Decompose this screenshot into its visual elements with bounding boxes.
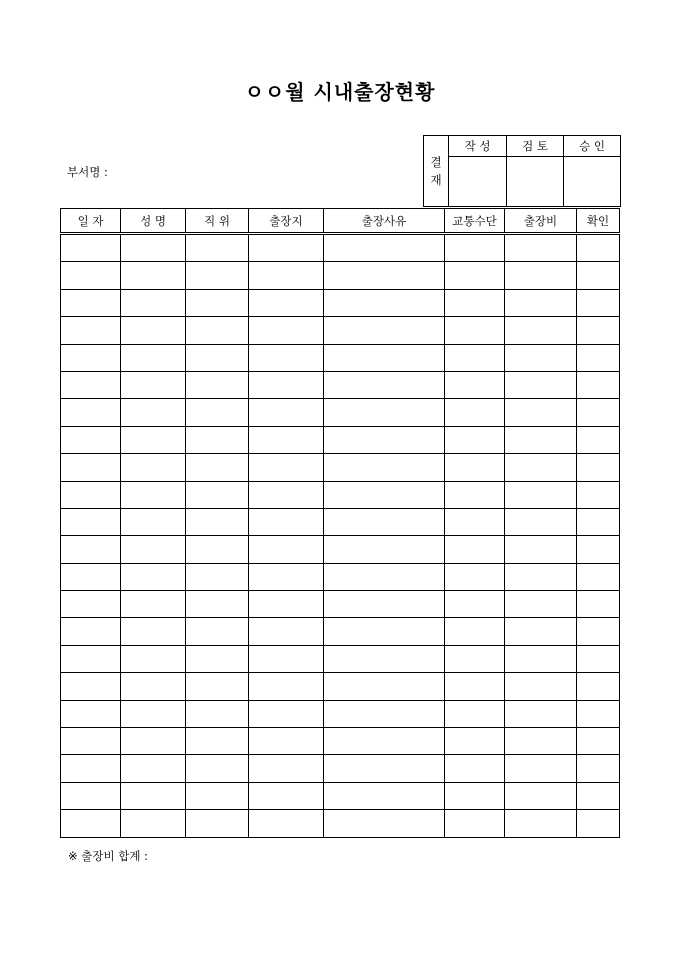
table-row xyxy=(61,563,620,590)
table-cell[interactable] xyxy=(324,782,445,809)
col-header-expense: 출장비 xyxy=(505,209,577,234)
table-cell[interactable] xyxy=(505,317,577,344)
table-cell[interactable] xyxy=(121,563,186,590)
table-cell[interactable] xyxy=(249,289,324,316)
table-cell[interactable] xyxy=(505,399,577,426)
table-cell[interactable] xyxy=(249,645,324,672)
table-cell[interactable] xyxy=(445,454,505,481)
table-cell[interactable] xyxy=(445,591,505,618)
table-cell[interactable] xyxy=(121,317,186,344)
table-cell[interactable] xyxy=(505,782,577,809)
table-cell[interactable] xyxy=(186,591,249,618)
table-cell[interactable] xyxy=(505,755,577,782)
table-cell[interactable] xyxy=(445,426,505,453)
table-cell[interactable] xyxy=(324,454,445,481)
col-header-purpose: 출장사유 xyxy=(324,209,445,234)
page-title: ㅇㅇ월 시내출장현황 xyxy=(244,80,436,104)
table-cell[interactable] xyxy=(249,618,324,645)
table-row xyxy=(61,536,620,563)
approval-head-review: 검 토 xyxy=(507,136,564,157)
table-cell[interactable] xyxy=(121,591,186,618)
table-cell[interactable] xyxy=(249,755,324,782)
table-cell[interactable] xyxy=(249,536,324,563)
table-cell[interactable] xyxy=(186,399,249,426)
table-cell[interactable] xyxy=(61,728,121,755)
table-cell[interactable] xyxy=(186,645,249,672)
table-cell[interactable] xyxy=(505,481,577,508)
table-cell[interactable] xyxy=(186,618,249,645)
table-cell[interactable] xyxy=(324,426,445,453)
table-row xyxy=(61,344,620,371)
table-cell[interactable] xyxy=(505,344,577,371)
table-cell[interactable] xyxy=(249,563,324,590)
table-cell[interactable] xyxy=(186,755,249,782)
table-row xyxy=(61,399,620,426)
approval-label-line1: 결 xyxy=(430,155,442,169)
table-cell[interactable] xyxy=(324,618,445,645)
table-cell[interactable] xyxy=(61,344,121,371)
table-cell[interactable] xyxy=(249,728,324,755)
table-cell[interactable] xyxy=(324,536,445,563)
table-cell[interactable] xyxy=(186,782,249,809)
table-cell[interactable] xyxy=(505,728,577,755)
table-cell[interactable] xyxy=(445,618,505,645)
table-cell[interactable] xyxy=(249,700,324,727)
table-cell[interactable] xyxy=(61,618,121,645)
table-cell[interactable] xyxy=(121,481,186,508)
table-row xyxy=(61,426,620,453)
table-cell[interactable] xyxy=(577,563,620,590)
table-cell[interactable] xyxy=(249,591,324,618)
table-cell[interactable] xyxy=(577,700,620,727)
table-cell[interactable] xyxy=(577,591,620,618)
table-cell[interactable] xyxy=(577,645,620,672)
table-cell[interactable] xyxy=(505,426,577,453)
table-cell[interactable] xyxy=(61,508,121,535)
table-row xyxy=(61,618,620,645)
col-header-destination: 출장지 xyxy=(249,209,324,234)
table-cell[interactable] xyxy=(61,317,121,344)
table-cell[interactable] xyxy=(577,673,620,700)
table-cell[interactable] xyxy=(505,673,577,700)
table-cell[interactable] xyxy=(445,563,505,590)
table-cell[interactable] xyxy=(505,262,577,289)
table-cell[interactable] xyxy=(61,399,121,426)
table-cell[interactable] xyxy=(121,755,186,782)
table-cell[interactable] xyxy=(445,344,505,371)
table-row xyxy=(61,289,620,316)
table-cell[interactable] xyxy=(445,782,505,809)
table-cell[interactable] xyxy=(61,536,121,563)
table-cell[interactable] xyxy=(186,426,249,453)
table-cell[interactable] xyxy=(61,234,121,262)
table-cell[interactable] xyxy=(324,262,445,289)
table-cell[interactable] xyxy=(324,673,445,700)
table-row xyxy=(61,262,620,289)
approval-sign-approve[interactable] xyxy=(564,157,621,207)
table-cell[interactable] xyxy=(445,508,505,535)
table-cell[interactable] xyxy=(61,782,121,809)
table-cell[interactable] xyxy=(577,426,620,453)
table-cell[interactable] xyxy=(577,618,620,645)
table-cell[interactable] xyxy=(577,344,620,371)
table-cell[interactable] xyxy=(577,262,620,289)
table-cell[interactable] xyxy=(186,344,249,371)
table-cell[interactable] xyxy=(249,344,324,371)
table-row xyxy=(61,371,620,398)
table-row xyxy=(61,508,620,535)
table-cell[interactable] xyxy=(61,755,121,782)
table-cell[interactable] xyxy=(505,508,577,535)
table-cell[interactable] xyxy=(445,645,505,672)
table-row xyxy=(61,755,620,782)
table-cell[interactable] xyxy=(249,508,324,535)
table-cell[interactable] xyxy=(577,755,620,782)
table-cell[interactable] xyxy=(505,371,577,398)
table-cell[interactable] xyxy=(121,234,186,262)
table-cell[interactable] xyxy=(186,317,249,344)
table-cell[interactable] xyxy=(445,755,505,782)
table-cell[interactable] xyxy=(577,481,620,508)
table-cell[interactable] xyxy=(505,536,577,563)
table-cell[interactable] xyxy=(186,810,249,837)
table-cell[interactable] xyxy=(249,810,324,837)
table-cell[interactable] xyxy=(61,454,121,481)
table-cell[interactable] xyxy=(61,262,121,289)
table-cell[interactable] xyxy=(121,782,186,809)
table-cell[interactable] xyxy=(505,618,577,645)
approval-label-line2: 재 xyxy=(430,173,442,187)
table-cell[interactable] xyxy=(61,810,121,837)
table-cell[interactable] xyxy=(186,371,249,398)
table-cell[interactable] xyxy=(121,700,186,727)
table-cell[interactable] xyxy=(121,618,186,645)
table-cell[interactable] xyxy=(445,700,505,727)
approval-label xyxy=(424,136,449,207)
table-row xyxy=(61,481,620,508)
table-cell[interactable] xyxy=(505,454,577,481)
table-cell[interactable] xyxy=(61,645,121,672)
trip-table xyxy=(60,208,620,838)
table-cell[interactable] xyxy=(324,591,445,618)
table-cell[interactable] xyxy=(324,234,445,262)
table-row xyxy=(61,454,620,481)
table-cell[interactable] xyxy=(121,673,186,700)
table-cell[interactable] xyxy=(186,728,249,755)
table-cell[interactable] xyxy=(577,234,620,262)
table-cell[interactable] xyxy=(445,399,505,426)
table-cell[interactable] xyxy=(249,371,324,398)
table-row xyxy=(61,782,620,809)
table-cell[interactable] xyxy=(121,728,186,755)
table-cell[interactable] xyxy=(249,782,324,809)
table-cell[interactable] xyxy=(186,234,249,262)
table-cell[interactable] xyxy=(505,234,577,262)
table-cell[interactable] xyxy=(577,371,620,398)
approval-sign-review[interactable] xyxy=(507,157,564,207)
table-cell[interactable] xyxy=(577,508,620,535)
table-cell[interactable] xyxy=(324,508,445,535)
table-cell[interactable] xyxy=(324,700,445,727)
table-body xyxy=(61,234,620,838)
table-cell[interactable] xyxy=(61,289,121,316)
table-cell[interactable] xyxy=(324,371,445,398)
table-cell[interactable] xyxy=(445,289,505,316)
approval-sign-writer[interactable] xyxy=(449,157,507,207)
table-cell[interactable] xyxy=(445,371,505,398)
table-cell[interactable] xyxy=(505,563,577,590)
table-cell[interactable] xyxy=(249,454,324,481)
table-cell[interactable] xyxy=(61,563,121,590)
table-cell[interactable] xyxy=(324,481,445,508)
table-cell[interactable] xyxy=(577,317,620,344)
table-cell[interactable] xyxy=(249,426,324,453)
table-row xyxy=(61,700,620,727)
table-cell[interactable] xyxy=(121,454,186,481)
table-cell[interactable] xyxy=(61,700,121,727)
table-cell[interactable] xyxy=(324,645,445,672)
approval-head-approve: 승 인 xyxy=(564,136,621,157)
table-cell[interactable] xyxy=(61,591,121,618)
table-cell[interactable] xyxy=(445,810,505,837)
table-cell[interactable] xyxy=(249,262,324,289)
approval-box xyxy=(423,135,621,207)
table-cell[interactable] xyxy=(121,371,186,398)
table-row xyxy=(61,234,620,262)
table-cell[interactable] xyxy=(505,645,577,672)
table-cell[interactable] xyxy=(121,262,186,289)
table-cell[interactable] xyxy=(186,481,249,508)
table-row xyxy=(61,645,620,672)
table-cell[interactable] xyxy=(61,673,121,700)
table-cell[interactable] xyxy=(121,399,186,426)
table-cell[interactable] xyxy=(577,289,620,316)
table-cell[interactable] xyxy=(186,262,249,289)
table-cell[interactable] xyxy=(186,289,249,316)
table-cell[interactable] xyxy=(121,645,186,672)
table-row xyxy=(61,317,620,344)
table-cell[interactable] xyxy=(324,317,445,344)
table-cell[interactable] xyxy=(445,234,505,262)
table-cell[interactable] xyxy=(577,536,620,563)
table-cell[interactable] xyxy=(445,728,505,755)
col-header-position: 직 위 xyxy=(186,209,249,234)
table-cell[interactable] xyxy=(121,810,186,837)
table-cell[interactable] xyxy=(505,810,577,837)
table-cell[interactable] xyxy=(121,289,186,316)
col-header-name: 성 명 xyxy=(121,209,186,234)
table-cell[interactable] xyxy=(186,673,249,700)
table-cell[interactable] xyxy=(186,508,249,535)
table-cell[interactable] xyxy=(121,536,186,563)
table-cell[interactable] xyxy=(121,344,186,371)
table-cell[interactable] xyxy=(324,399,445,426)
table-cell[interactable] xyxy=(445,262,505,289)
table-row xyxy=(61,728,620,755)
table-cell[interactable] xyxy=(324,810,445,837)
table-cell[interactable] xyxy=(324,344,445,371)
table-cell[interactable] xyxy=(445,536,505,563)
table-cell[interactable] xyxy=(249,234,324,262)
table-cell[interactable] xyxy=(577,454,620,481)
table-cell[interactable] xyxy=(186,454,249,481)
table-cell[interactable] xyxy=(121,508,186,535)
table-cell[interactable] xyxy=(577,399,620,426)
table-cell[interactable] xyxy=(577,810,620,837)
col-header-transport: 교통수단 xyxy=(445,209,505,234)
table-cell[interactable] xyxy=(249,481,324,508)
col-header-check: 확인 xyxy=(577,209,620,234)
table-cell[interactable] xyxy=(445,481,505,508)
table-cell[interactable] xyxy=(61,426,121,453)
table-cell[interactable] xyxy=(505,289,577,316)
table-row xyxy=(61,810,620,837)
table-cell[interactable] xyxy=(445,673,505,700)
col-header-date: 일 자 xyxy=(61,209,121,234)
department-label: 부서명 : xyxy=(67,165,108,179)
table-cell[interactable] xyxy=(61,481,121,508)
table-header-row xyxy=(61,209,620,234)
table-cell[interactable] xyxy=(324,289,445,316)
table-cell[interactable] xyxy=(324,563,445,590)
table-cell[interactable] xyxy=(61,371,121,398)
table-cell[interactable] xyxy=(505,700,577,727)
table-cell[interactable] xyxy=(324,728,445,755)
table-cell[interactable] xyxy=(445,317,505,344)
table-row xyxy=(61,673,620,700)
table-cell[interactable] xyxy=(249,317,324,344)
table-cell[interactable] xyxy=(186,563,249,590)
table-cell[interactable] xyxy=(577,728,620,755)
table-cell[interactable] xyxy=(249,399,324,426)
table-cell[interactable] xyxy=(249,673,324,700)
table-cell[interactable] xyxy=(324,755,445,782)
table-cell[interactable] xyxy=(186,700,249,727)
table-cell[interactable] xyxy=(121,426,186,453)
approval-head-writer: 작 성 xyxy=(449,136,507,157)
table-cell[interactable] xyxy=(186,536,249,563)
table-cell[interactable] xyxy=(505,591,577,618)
table-cell[interactable] xyxy=(577,782,620,809)
table-row xyxy=(61,591,620,618)
expense-total-label: ※ 출장비 합계 : xyxy=(68,849,149,863)
